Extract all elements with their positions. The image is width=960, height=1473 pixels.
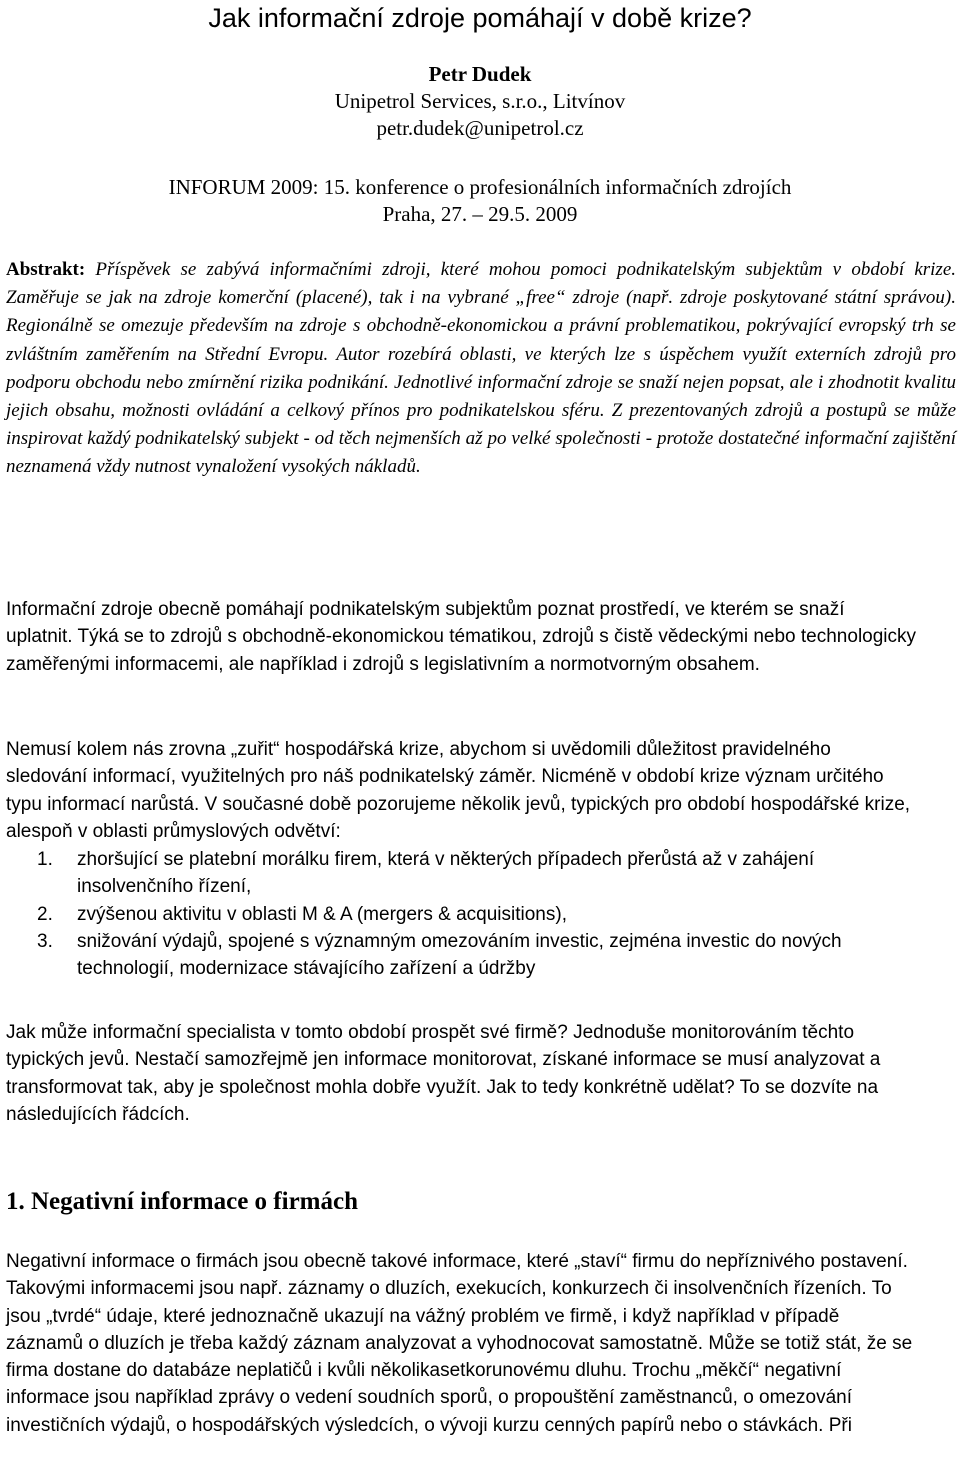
conference-name: INFORUM 2009: 15. konference o profesionálních informačních zdrojích: [168, 175, 792, 199]
list-item-text: snižování výdajů, spojené s významným omezováním investic, zejména investic do nových technologií, modernizace stávajícího zařízení a údržby: [77, 930, 842, 980]
list-item-number: 1.: [37, 849, 53, 870]
author-name: Petr Dudek: [428, 62, 532, 86]
body-paragraph: Nemusí kolem nás zrovna „zuřit“ hospodářská krize, abychom si uvědomili důležitost pravidelného sledování informací, využitelných pro náš podnikatelský záměr. Nicméně v období krize význam určitého typu informací narůstá. V současné době pozorujeme několik jevů, typických pro období hospodářské krize, alespoň v oblasti průmyslových odvětví:: [6, 739, 911, 842]
conference-place-date: Praha, 27. – 29.5. 2009: [382, 202, 578, 226]
abstract-text: Příspěvek se zabývá informačními zdroji, které mohou pomoci podnikatelským subjektům v období krize. Zaměřuje se jak na zdroje komerční (placené), tak i na vybrané „free“ zdroje (např. zdroje poskytované státní správou). Regionálně se omezuje především na zdroje s obchodně-ekonomickou a právní problematikou, pokrývající evropský trh se zvláštním zaměřením na Střední Evropu. Autor rozebírá oblasti, ve kterých lze s úspěchem využít externích zdrojů pro podporu obchodu nebo zmírnění rizika podnikání. Jednotlivé informační zdroje se snaží nejen popsat, ale i zhodnotit kvalitu jejich obsahu, možnosti ovládání a celkový přínos pro podnikatelskou sféru. Z prezentovaných zdrojů a postupů se může inspirovat každý podnikatelský subjekt - od těch nejmenších až po velké společnosti - protože dostatečné informační zajištění neznamená vždy nutnost vynaložení vysokých nákladů.: [6, 259, 956, 478]
list-item-number: 3.: [37, 930, 53, 952]
list-item-text: zhoršující se platební morálku firem, která v některých případech přerůstá až v zahájení insolvenčního řízení,: [77, 849, 815, 898]
phenomena-list: [6, 846, 916, 982]
list-item: [6, 901, 916, 928]
abstract: [6, 256, 956, 482]
list-item: [6, 846, 916, 901]
list-item-number: 2.: [37, 903, 53, 925]
author-affiliation: Unipetrol Services, s.r.o., Litvínov: [334, 89, 626, 113]
section-heading: 1. Negativní informace o firmách: [6, 1188, 359, 1215]
abstract-label: Abstrakt:: [6, 259, 86, 280]
list-item: [6, 928, 916, 983]
body-paragraph: Informační zdroje obecně pomáhají podnikatelským subjektům poznat prostředí, ve kterém se snaží uplatnit. Týká se to zdrojů s obchodně-ekonomickou tématikou, zdrojů s čistě vědeckými nebo technologicky zaměřenými informacemi, ale například i zdrojů s legislativním a normotvorným obsahem.: [6, 599, 917, 675]
document-title: Jak informační zdroje pomáhají v době krize?: [208, 3, 752, 33]
body-paragraph: Negativní informace o firmách jsou obecně takové informace, které „staví“ firmu do nepříznivého postavení. Takovými informacemi jsou např. záznamy o dluzích, exekucích, konkurzech či insolvenčních řízeních. To jsou „tvrdé“ údaje, které jednoznačně ukazují na vážný problém ve firmě, i když například v případě záznamů o dluzích je třeba každý záznam analyzovat a vyhodnocovat samostatně. Může se totiž stát, že se firma dostane do databáze neplatičů i kvůli několikasetkorunovému dluhu. Trochu „měkčí“ negativní informace jsou například zprávy o vedení soudních sporů, o propouštění zaměstnanců, o omezování investičních výdajů, o hospodářských výsledcích, o vývoji kurzu cenných papírů nebo o stávkách. Při: [6, 1251, 913, 1436]
list-item-text: zvýšenou aktivitu v oblasti M & A (mergers & acquisitions),: [77, 903, 567, 925]
author-email: petr.dudek@unipetrol.cz: [376, 116, 584, 140]
body-paragraph: Jak může informační specialista v tomto období prospět své firmě? Jednoduše monitorováním těchto typických jevů. Nestačí samozřejmě jen informace monitorovat, získané informace se musí analyzovat a transformovat tak, aby je společnost mohla dobře využít. Jak to tedy konkrétně udělat? To se dozvíte na následujících řádcích.: [6, 1022, 881, 1125]
